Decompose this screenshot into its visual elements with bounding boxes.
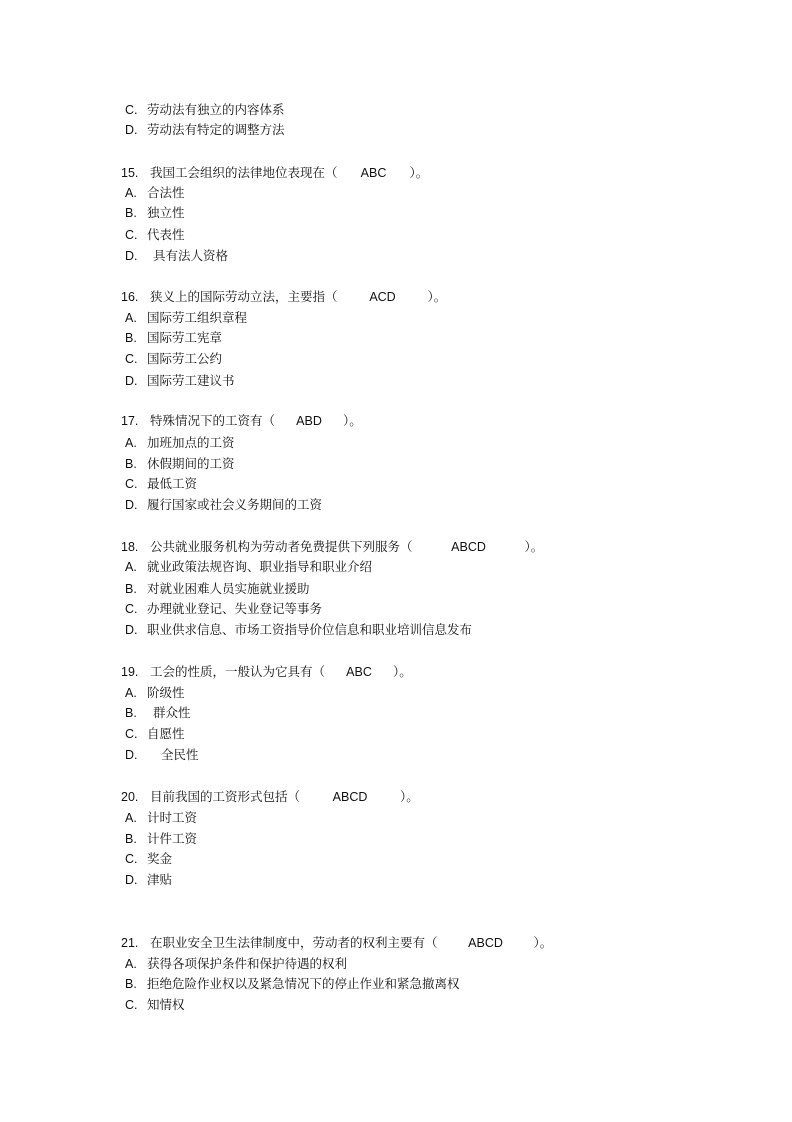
option-text: 合法性 — [147, 185, 185, 200]
option-line — [121, 580, 310, 598]
option-text: 拒绝危险作业权以及紧急情况下的停止作业和紧急撤离权 — [147, 976, 460, 991]
option-key: C. — [125, 727, 138, 741]
question-answer: ABD — [296, 414, 322, 428]
question-20 — [121, 788, 419, 806]
question-text: 我国工会组织的法律地位表现在（ — [150, 165, 338, 180]
option-key: C. — [125, 103, 138, 117]
option-line — [121, 746, 199, 764]
option-text: 奖金 — [147, 851, 173, 866]
question-number: 17. — [121, 414, 139, 428]
option-key: B. — [125, 331, 137, 345]
option-text: 办理就业登记、失业登记等事务 — [147, 601, 323, 616]
option-key: B. — [125, 457, 137, 471]
option-text: 加班加点的工资 — [147, 435, 235, 450]
option-text: 独立性 — [147, 205, 185, 220]
option-key: C. — [125, 852, 138, 866]
option-key: A. — [125, 686, 137, 700]
option-line — [121, 850, 172, 868]
option-text: 全民性 — [161, 747, 199, 762]
option-line — [121, 247, 228, 265]
option-key: A. — [125, 957, 137, 971]
option-line — [121, 996, 185, 1014]
option-line — [121, 455, 235, 473]
option-text: 群众性 — [153, 705, 191, 720]
option-text: 计件工资 — [147, 831, 198, 846]
option-key: C. — [125, 228, 138, 242]
option-line — [121, 558, 372, 576]
option-text: 劳动法有独立的内容体系 — [147, 102, 285, 117]
option-line — [121, 101, 285, 119]
option-key: D. — [125, 498, 138, 512]
option-text: 计时工资 — [147, 810, 198, 825]
option-key: D. — [125, 249, 138, 263]
question-text: 公共就业服务机构为劳动者免费提供下列服务（ — [150, 539, 413, 554]
option-line — [121, 809, 197, 827]
option-text: 履行国家或社会义务期间的工资 — [147, 497, 323, 512]
option-line — [121, 621, 472, 639]
option-line — [121, 955, 347, 973]
question-21 — [121, 934, 552, 952]
question-close: ）。 — [393, 664, 412, 679]
option-key: A. — [125, 311, 137, 325]
option-text: 就业政策法规咨询、职业指导和职业介绍 — [147, 559, 373, 574]
question-18 — [121, 538, 543, 556]
option-key: D. — [125, 748, 138, 762]
question-text: 在职业安全卫生法律制度中，劳动者的权利主要有（ — [150, 935, 438, 950]
option-text: 国际劳工公约 — [147, 351, 223, 366]
option-key: B. — [125, 832, 137, 846]
option-key: C. — [125, 352, 138, 366]
question-close: ）。 — [533, 935, 553, 950]
question-answer: ABCD — [332, 790, 368, 804]
option-key: C. — [125, 602, 138, 616]
option-line — [121, 350, 222, 368]
question-answer: ABCD — [468, 936, 503, 950]
option-line — [121, 830, 197, 848]
option-key: D. — [125, 623, 138, 637]
option-text: 自愿性 — [147, 726, 185, 741]
question-number: 21. — [121, 936, 139, 950]
option-line — [121, 309, 247, 327]
option-key: B. — [125, 706, 137, 720]
option-line — [121, 684, 185, 702]
question-text: 特殊情况下的工资有（ — [150, 413, 276, 428]
option-text: 休假期间的工资 — [147, 456, 235, 471]
question-answer: ABC — [360, 166, 387, 180]
question-close: ）。 — [400, 789, 419, 804]
option-key: D. — [125, 123, 138, 137]
option-line — [121, 226, 185, 244]
question-19 — [121, 663, 412, 681]
option-text: 国际劳工建议书 — [147, 373, 235, 388]
question-answer: ABCD — [451, 540, 486, 554]
question-number: 16. — [121, 290, 139, 304]
question-number: 20. — [121, 790, 139, 804]
option-key: A. — [125, 811, 137, 825]
option-key: D. — [125, 873, 138, 887]
question-number: 19. — [121, 665, 139, 679]
question-answer: ACD — [369, 290, 396, 304]
option-text: 对就业困难人员实施就业援助 — [147, 581, 310, 596]
option-key: C. — [125, 998, 138, 1012]
question-text: 狭义上的国际劳动立法，主要指（ — [150, 289, 338, 304]
option-line — [121, 725, 185, 743]
option-text: 阶级性 — [147, 685, 185, 700]
option-text: 劳动法有特定的调整方法 — [147, 122, 285, 137]
option-text: 最低工资 — [147, 476, 198, 491]
option-line — [121, 871, 172, 889]
option-text: 国际劳工组织章程 — [147, 310, 248, 325]
question-close: ）。 — [409, 165, 429, 180]
option-line — [121, 496, 322, 514]
question-16 — [121, 288, 446, 306]
question-number: 15. — [121, 166, 139, 180]
option-line — [121, 475, 197, 493]
option-text: 具有法人资格 — [153, 248, 229, 263]
option-text: 国际劳工宪章 — [147, 330, 223, 345]
option-key: C. — [125, 477, 138, 491]
option-line — [121, 329, 222, 347]
option-line — [121, 204, 185, 222]
option-key: D. — [125, 374, 138, 388]
option-key: A. — [125, 186, 137, 200]
question-text: 工会的性质，一般认为它具有（ — [150, 664, 326, 679]
option-line — [121, 434, 235, 452]
question-answer: ABC — [346, 665, 372, 679]
option-line — [121, 121, 285, 139]
option-key: B. — [125, 977, 137, 991]
question-close: ）。 — [427, 289, 447, 304]
option-line — [121, 600, 322, 618]
option-line — [121, 184, 185, 202]
option-key: A. — [125, 560, 137, 574]
option-line — [121, 975, 460, 993]
option-line — [121, 704, 191, 722]
question-15 — [121, 164, 428, 182]
question-17 — [121, 412, 362, 430]
question-text: 目前我国的工资形式包括（ — [150, 789, 301, 804]
option-text: 职业供求信息、市场工资指导价位信息和职业培训信息发布 — [147, 622, 473, 637]
question-close: ）。 — [524, 539, 544, 554]
option-key: A. — [125, 436, 137, 450]
option-text: 获得各项保护条件和保护待遇的权利 — [147, 956, 348, 971]
option-text: 津贴 — [147, 872, 173, 887]
option-text: 知情权 — [147, 997, 185, 1012]
option-key: B. — [125, 582, 137, 596]
question-close: ）。 — [343, 413, 362, 428]
question-number: 18. — [121, 540, 139, 554]
option-text: 代表性 — [147, 227, 185, 242]
option-key: B. — [125, 206, 137, 220]
option-line — [121, 372, 235, 390]
